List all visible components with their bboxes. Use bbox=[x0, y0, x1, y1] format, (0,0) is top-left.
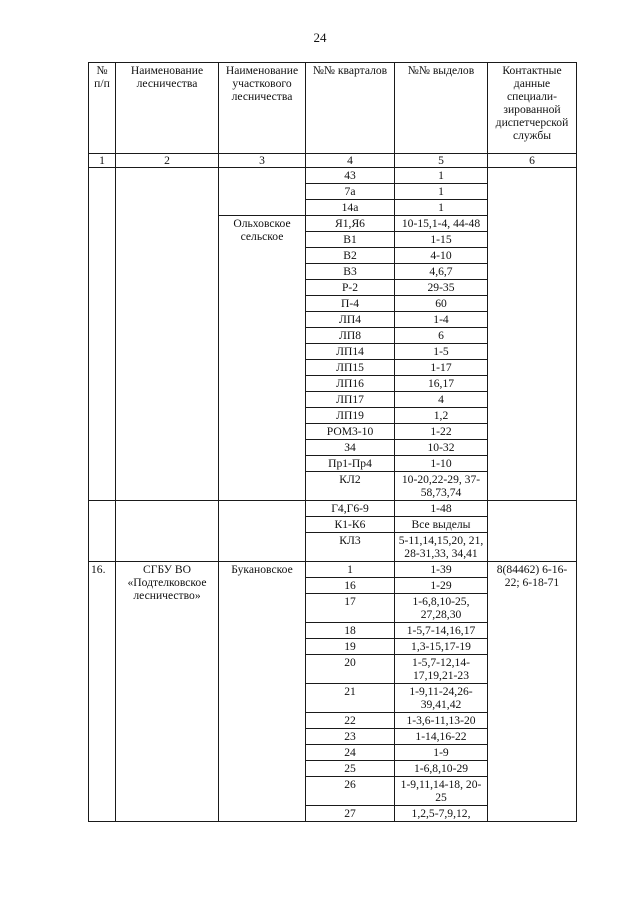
quarter-cell: 25 bbox=[306, 761, 395, 777]
quarter-cell: 43 bbox=[306, 168, 395, 184]
column-number: 1 bbox=[89, 154, 116, 168]
contact-cell bbox=[488, 168, 577, 501]
quarter-cell: ЛП16 bbox=[306, 376, 395, 392]
quarter-cell: РОМ3-10 bbox=[306, 424, 395, 440]
quarter-cell: 19 bbox=[306, 639, 395, 655]
allotment-cell: 1 bbox=[395, 200, 488, 216]
contact-cell bbox=[488, 501, 577, 562]
allotment-cell: 1-9,11,14-18, 20-25 bbox=[395, 777, 488, 806]
quarter-cell: ЛП4 bbox=[306, 312, 395, 328]
allotment-cell: 1,2 bbox=[395, 408, 488, 424]
number-cell bbox=[89, 501, 116, 562]
contact-cell: 8(84462) 6-16-22; 6-18-71 bbox=[488, 562, 577, 822]
forestry-cell bbox=[116, 501, 219, 562]
allotment-cell: 29-35 bbox=[395, 280, 488, 296]
column-number: 3 bbox=[219, 154, 306, 168]
table-row bbox=[89, 168, 577, 184]
allotment-cell: 1,2,5-7,9,12, bbox=[395, 806, 488, 822]
column-number: 6 bbox=[488, 154, 577, 168]
header-cell-contacts: Контактные данные специали-зированной диспетчерской службы bbox=[488, 63, 577, 154]
quarter-cell: ЛП14 bbox=[306, 344, 395, 360]
allotment-cell: Все выделы bbox=[395, 517, 488, 533]
quarter-cell: 18 bbox=[306, 623, 395, 639]
allotment-cell: 4,6,7 bbox=[395, 264, 488, 280]
allotment-cell: 1-14,16-22 bbox=[395, 729, 488, 745]
number-cell bbox=[89, 168, 116, 501]
allotment-cell: 6 bbox=[395, 328, 488, 344]
quarter-cell: 1 bbox=[306, 562, 395, 578]
quarter-cell: В2 bbox=[306, 248, 395, 264]
quarter-cell: 23 bbox=[306, 729, 395, 745]
quarter-cell: 26 bbox=[306, 777, 395, 806]
local-forestry-cell bbox=[219, 168, 306, 216]
quarter-cell: 16 bbox=[306, 578, 395, 594]
quarter-cell: 14а bbox=[306, 200, 395, 216]
local-forestry-cell: Ольховское сельское bbox=[219, 216, 306, 501]
table-row bbox=[89, 562, 577, 578]
quarter-cell: 21 bbox=[306, 684, 395, 713]
allotment-cell: 1-4 bbox=[395, 312, 488, 328]
forestry-table bbox=[88, 62, 577, 822]
local-forestry-cell bbox=[219, 501, 306, 562]
quarter-cell: В1 bbox=[306, 232, 395, 248]
allotment-cell: 5-11,14,15,20, 21, 28-31,33, 34,41 bbox=[395, 533, 488, 562]
quarter-cell: Р-2 bbox=[306, 280, 395, 296]
quarter-cell: ЛП17 bbox=[306, 392, 395, 408]
allotment-cell: 60 bbox=[395, 296, 488, 312]
allotment-cell: 4 bbox=[395, 392, 488, 408]
forestry-cell bbox=[116, 168, 219, 501]
allotment-cell: 1-6,8,10-25, 27,28,30 bbox=[395, 594, 488, 623]
allotment-cell: 1-5,7-14,16,17 bbox=[395, 623, 488, 639]
allotment-cell: 1-9,11-24,26-39,41,42 bbox=[395, 684, 488, 713]
header-cell-local-forestry: Наименование участкового лесничества bbox=[219, 63, 306, 154]
allotment-cell: 16,17 bbox=[395, 376, 488, 392]
quarter-cell: З4 bbox=[306, 440, 395, 456]
header-cell-number: № п/п bbox=[89, 63, 116, 154]
table-row bbox=[89, 501, 577, 517]
header-cell-forestry: Наименование лесничества bbox=[116, 63, 219, 154]
quarter-cell: 7а bbox=[306, 184, 395, 200]
allotment-cell: 1-15 bbox=[395, 232, 488, 248]
allotment-cell: 1-29 bbox=[395, 578, 488, 594]
quarter-cell: 27 bbox=[306, 806, 395, 822]
quarter-cell: Пр1-Пр4 bbox=[306, 456, 395, 472]
quarter-cell: 20 bbox=[306, 655, 395, 684]
column-number: 5 bbox=[395, 154, 488, 168]
allotment-cell: 1-5,7-12,14-17,19,21-23 bbox=[395, 655, 488, 684]
quarter-cell: Г4,Г6-9 bbox=[306, 501, 395, 517]
allotment-cell: 1-3,6-11,13-20 bbox=[395, 713, 488, 729]
quarter-cell: К1-К6 bbox=[306, 517, 395, 533]
allotment-cell: 4-10 bbox=[395, 248, 488, 264]
quarter-cell: В3 bbox=[306, 264, 395, 280]
allotment-cell: 1-5 bbox=[395, 344, 488, 360]
column-number: 2 bbox=[116, 154, 219, 168]
quarter-cell: КЛ3 bbox=[306, 533, 395, 562]
allotment-cell: 1-48 bbox=[395, 501, 488, 517]
allotment-cell: 1 bbox=[395, 184, 488, 200]
local-forestry-cell: Букановское bbox=[219, 562, 306, 822]
quarter-cell: КЛ2 bbox=[306, 472, 395, 501]
table-body bbox=[89, 63, 577, 822]
quarter-cell: ЛП15 bbox=[306, 360, 395, 376]
allotment-cell: 1-10 bbox=[395, 456, 488, 472]
page-number: 24 bbox=[313, 30, 327, 45]
quarter-cell: 17 bbox=[306, 594, 395, 623]
forestry-cell: СГБУ ВО «Подтелковское лесничество» bbox=[116, 562, 219, 822]
allotment-cell: 1-39 bbox=[395, 562, 488, 578]
column-number: 4 bbox=[306, 154, 395, 168]
allotment-cell: 10-15,1-4, 44-48 bbox=[395, 216, 488, 232]
allotment-cell: 10-32 bbox=[395, 440, 488, 456]
allotment-cell: 1,3-15,17-19 bbox=[395, 639, 488, 655]
quarter-cell: Я1,Я6 bbox=[306, 216, 395, 232]
allotment-cell: 1-9 bbox=[395, 745, 488, 761]
quarter-cell: ЛП19 bbox=[306, 408, 395, 424]
quarter-cell: П-4 bbox=[306, 296, 395, 312]
allotment-cell: 1-17 bbox=[395, 360, 488, 376]
allotment-cell: 1-6,8,10-29 bbox=[395, 761, 488, 777]
allotment-cell: 1 bbox=[395, 168, 488, 184]
quarter-cell: 24 bbox=[306, 745, 395, 761]
quarter-cell: 22 bbox=[306, 713, 395, 729]
header-row bbox=[89, 63, 577, 154]
column-number-row bbox=[89, 154, 577, 168]
header-cell-quarters: №№ кварталов bbox=[306, 63, 395, 154]
quarter-cell: ЛП8 bbox=[306, 328, 395, 344]
allotment-cell: 10-20,22-29, 37-58,73,74 bbox=[395, 472, 488, 501]
number-cell: 16. bbox=[89, 562, 116, 822]
allotment-cell: 1-22 bbox=[395, 424, 488, 440]
header-cell-allotments: №№ выделов bbox=[395, 63, 488, 154]
